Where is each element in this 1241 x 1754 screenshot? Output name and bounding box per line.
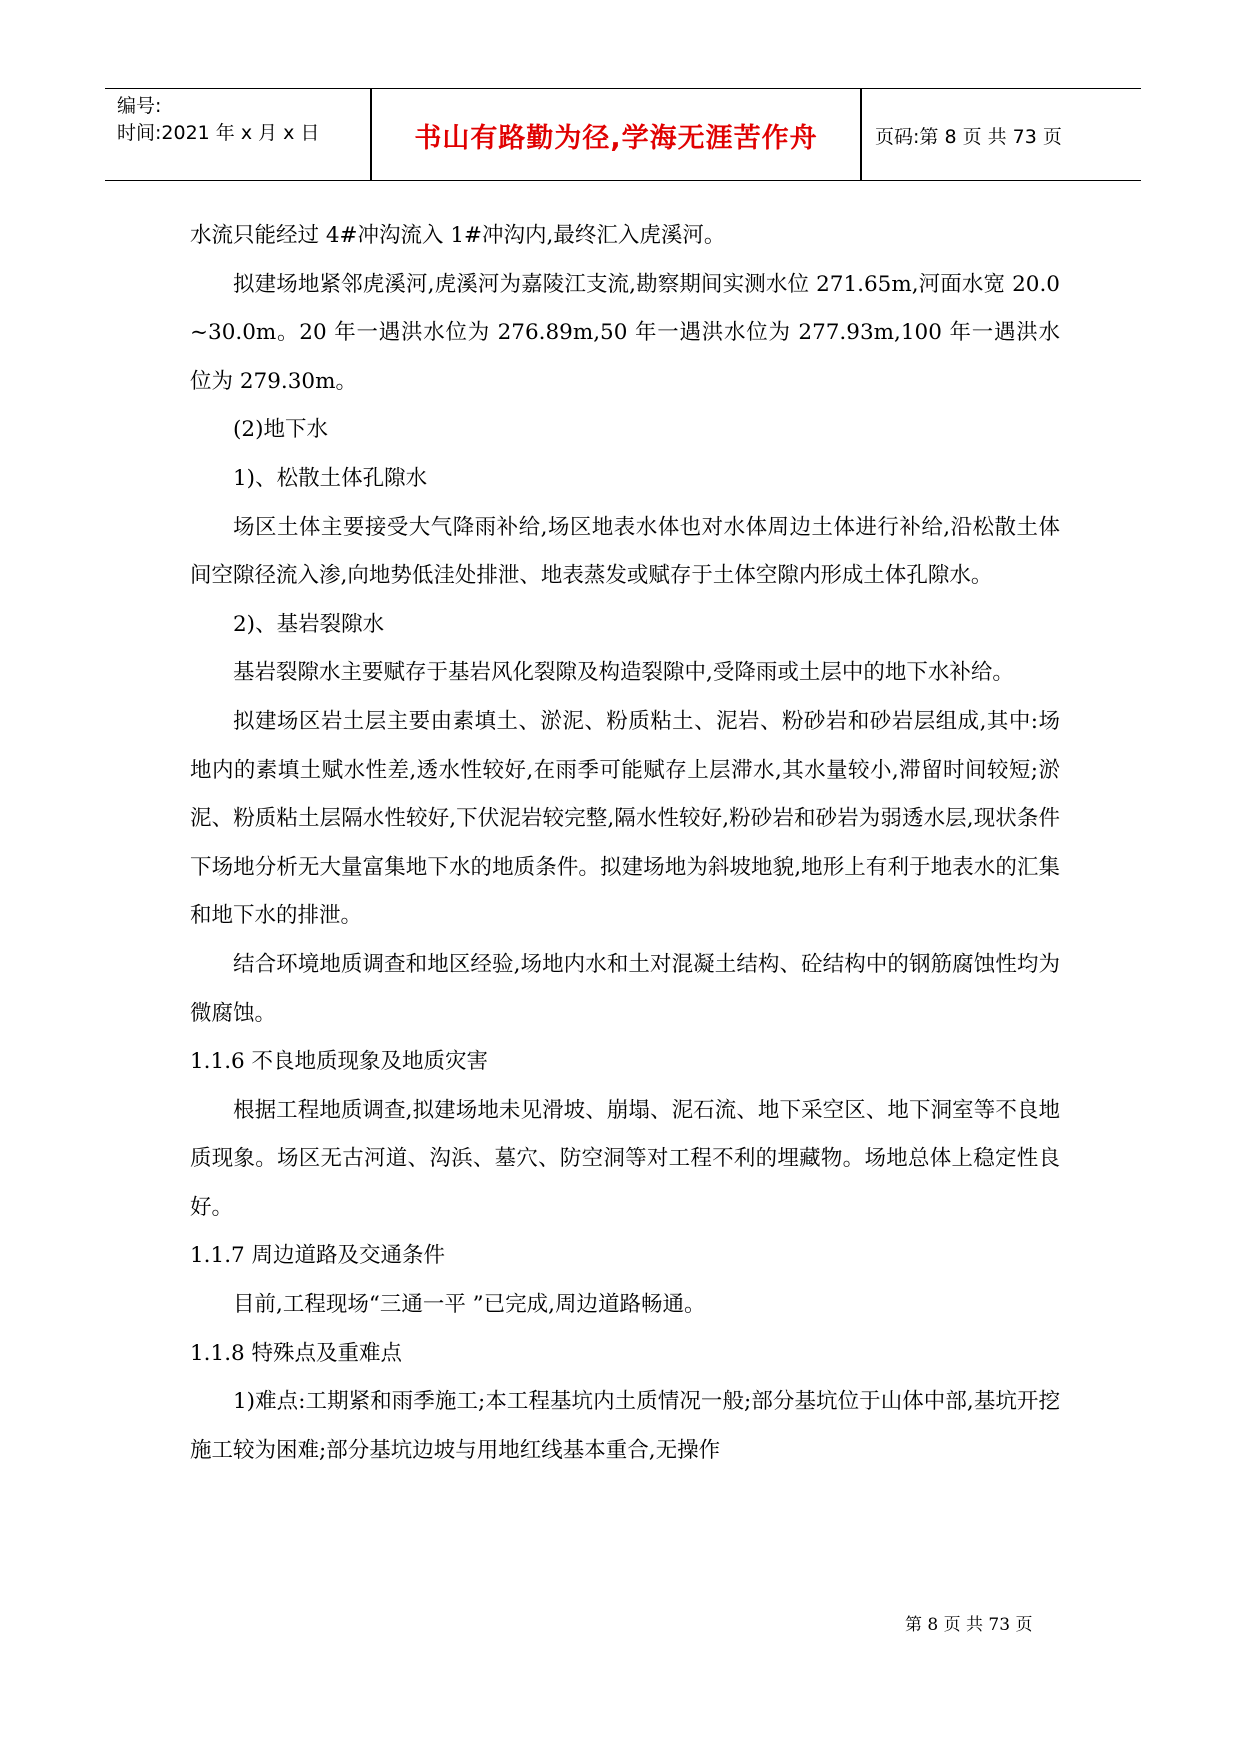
paragraph-river-water-level: 拟建场地紧邻虎溪河,虎溪河为嘉陵江支流,勘察期间实测水位 271.65m,河面水宽 20.0~30.0m。20 年一遇洪水位为 276.89m,50 年一遇洪水位为 277.93m,100 年一遇洪水位为 279.30m。 bbox=[190, 271, 1060, 394]
paragraph-fissure-water: 基岩裂隙水主要赋存于基岩风化裂隙及构造裂隙中,受降雨或土层中的地下水补给。 bbox=[233, 660, 1014, 686]
paragraph-geological-hazards: 根据工程地质调查,拟建场地未见滑坡、崩塌、泥石流、地下采空区、地下洞室等不良地质现象。场区无古河道、沟浜、墓穴、防空洞等对工程不利的埋藏物。场地总体上稳定性良好。 bbox=[190, 1097, 1060, 1220]
header-motto: 书山有路勤为径,学海无涯苦作舟 bbox=[414, 123, 818, 154]
header-meta bbox=[117, 93, 319, 147]
subheading-groundwater: (2)地下水 bbox=[233, 417, 328, 443]
section-heading-1-1-7: 1.1.7 周边道路及交通条件 bbox=[190, 1243, 446, 1269]
subheading-fissure-water: 2)、基岩裂隙水 bbox=[233, 611, 385, 637]
paragraph-traffic: 目前,工程现场“三通一平 ”已完成,周边道路畅通。 bbox=[233, 1292, 706, 1318]
page-footer: 第 8 页 共 73 页 bbox=[905, 1615, 1033, 1635]
header-page-number: 页码:第 8 页 共 73 页 bbox=[875, 126, 1062, 148]
paragraph-pore-water: 场区土体主要接受大气降雨补给,场区地表水体也对水体周边土体进行补给,沿松散土体间空隙径流入渗,向地势低洼处排泄、地表蒸发或赋存于土体空隙内形成土体孔隙水。 bbox=[190, 514, 1060, 589]
subheading-pore-water: 1)、松散土体孔隙水 bbox=[233, 465, 428, 491]
page-header bbox=[105, 88, 1141, 181]
paragraph-corrosion: 结合环境地质调查和地区经验,场地内水和土对混凝土结构、砼结构中的钢筋腐蚀性均为微腐蚀。 bbox=[190, 951, 1060, 1026]
paragraph-difficulties: 1)难点:工期紧和雨季施工;本工程基坑内土质情况一般;部分基坑位于山体中部,基坑开挖施工较为困难;部分基坑边坡与用地红线基本重合,无操作 bbox=[190, 1389, 1060, 1463]
header-divider-right bbox=[860, 89, 862, 180]
section-heading-1-1-8: 1.1.8 特殊点及重难点 bbox=[190, 1340, 403, 1366]
header-number-label: 编号: bbox=[117, 95, 162, 117]
section-heading-1-1-6: 1.1.6 不良地质现象及地质灾害 bbox=[190, 1049, 489, 1075]
paragraph-continued: 水流只能经过 4#冲沟流入 1#冲沟内,最终汇入虎溪河。 bbox=[190, 223, 726, 248]
header-time-label: 时间:2021 年 x 月 x 日 bbox=[117, 122, 320, 144]
document-body bbox=[190, 212, 1060, 1475]
paragraph-soil-layers: 拟建场区岩土层主要由素填土、淤泥、粉质粘土、泥岩、粉砂岩和砂岩层组成,其中:场地内的素填土赋水性差,透水性较好,在雨季可能赋存上层滞水,其水量较小,滞留时间较短;淤泥、粉质粘土层隔水性较好,下伏泥岩较完整,隔水性较好,粉砂岩和砂岩为弱透水层,现状条件下场地分析无大量富集地下水的地质条件。拟建场地为斜坡地貌,地形上有利于地表水的汇集和地下水的排泄。 bbox=[190, 708, 1060, 929]
